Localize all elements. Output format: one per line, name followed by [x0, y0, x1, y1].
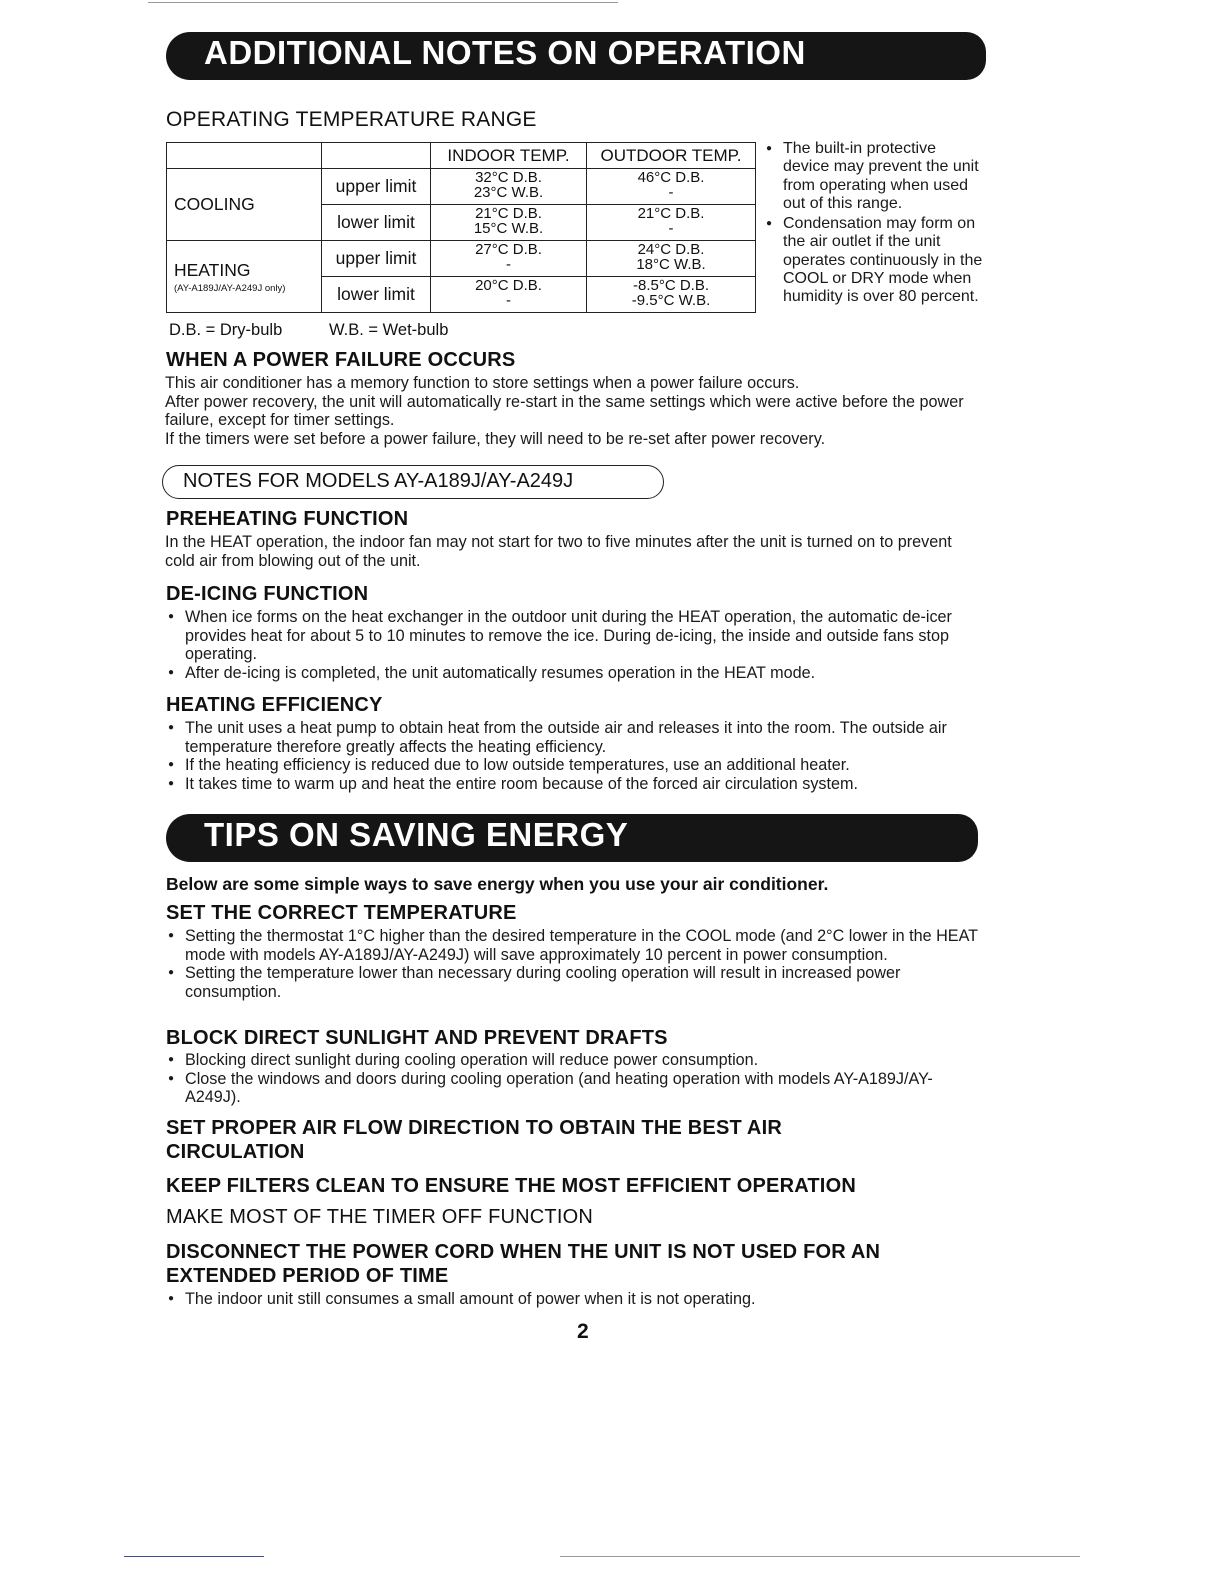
- heating-models-note: (AY-A189J/AY-A249J only): [174, 282, 286, 294]
- list-item: ● When ice forms on the heat exchanger in the outdoor unit during the HEAT operation, the automatic de-icer provides heat for about 5 to 10 minutes to remove the ice. During de-icing, the inside and outside fans stop operating.: [165, 608, 985, 664]
- sunlight-list: [165, 1051, 985, 1107]
- deicing-list: [165, 608, 985, 682]
- deicing-heading: DE-ICING FUNCTION: [166, 583, 369, 605]
- banner-title: TIPS ON SAVING ENERGY: [204, 816, 629, 853]
- models-note-text: NOTES FOR MODELS AY-A189J/AY-A249J: [183, 470, 574, 492]
- set-temp-heading: SET THE CORRECT TEMPERATURE: [166, 902, 517, 924]
- cooling-lower-indoor: 21°C D.B. 15°C W.B.: [431, 205, 587, 241]
- set-temp-list: [165, 927, 985, 1001]
- list-item: ● Close the windows and doors during cooling operation (and heating operation with models AY-A189J/AY-A249J).: [165, 1070, 985, 1107]
- efficiency-list: [165, 719, 985, 793]
- heating-label: HEATING: [174, 259, 251, 280]
- models-note-capsule: [162, 465, 664, 499]
- list-item: ● After de-icing is completed, the unit automatically resumes operation in the HEAT mode.: [165, 664, 985, 683]
- bottom-rule: [124, 1556, 264, 1557]
- heating-upper-label: upper limit: [322, 241, 431, 277]
- preheating-heading: PREHEATING FUNCTION: [166, 508, 409, 530]
- cooling-upper-outdoor: 46°C D.B. -: [587, 169, 756, 205]
- list-item: ● If the heating efficiency is reduced due to low outside temperatures, use an additional heater.: [165, 756, 985, 775]
- bottom-rule: [560, 1556, 1080, 1557]
- cooling-lower-label: lower limit: [322, 205, 431, 241]
- power-failure-text: This air conditioner has a memory function to store settings when a power failure occurs. After power recovery, the unit will automatically re-start in the same settings which were active before the power failure, except for timer settings. If the timers were set before a power failure, they will need to be re-set after power recovery.: [165, 374, 964, 448]
- list-item: ● Setting the thermostat 1°C higher than the desired temperature in the COOL mode (and 2°C lower in the HEAT mode with models AY-A189J/AY-A249J) will save approximately 10 percent in power consumption.: [165, 927, 985, 964]
- temperature-range-table: [166, 142, 756, 313]
- sunlight-heading: BLOCK DIRECT SUNLIGHT AND PREVENT DRAFTS: [166, 1027, 668, 1049]
- energy-intro: Below are some simple ways to save energy when you use your air conditioner.: [166, 874, 829, 894]
- power-failure-heading: WHEN A POWER FAILURE OCCURS: [166, 349, 516, 371]
- range-heading: OPERATING TEMPERATURE RANGE: [166, 108, 537, 131]
- top-rule: [148, 2, 618, 3]
- section-banner-additional-notes: [166, 32, 986, 80]
- heating-label-cell: [167, 241, 322, 313]
- header-outdoor: OUTDOOR TEMP.: [587, 143, 756, 169]
- header-indoor: INDOOR TEMP.: [431, 143, 587, 169]
- side-note: ● The built-in protective device may prevent the unit from operating when used out of this range.: [764, 140, 986, 213]
- list-item: ● The indoor unit still consumes a small amount of power when it is not operating.: [165, 1290, 985, 1309]
- legend-wet-bulb: W.B. = Wet-bulb: [329, 321, 449, 339]
- side-note: ● Condensation may form on the air outlet if the unit operates continuously in the COOL or DRY mode when humidity is over 80 percent.: [764, 215, 986, 306]
- banner-title: ADDITIONAL NOTES ON OPERATION: [204, 34, 806, 71]
- preheating-text: In the HEAT operation, the indoor fan may not start for two to five minutes after the unit is turned on to prevent cold air from blowing out of the unit.: [165, 533, 952, 570]
- list-item: ● Blocking direct sunlight during cooling operation will reduce power consumption.: [165, 1051, 985, 1070]
- cooling-upper-label: upper limit: [322, 169, 431, 205]
- cooling-upper-indoor: 32°C D.B. 23°C W.B.: [431, 169, 587, 205]
- cooling-lower-outdoor: 21°C D.B. -: [587, 205, 756, 241]
- heating-lower-label: lower limit: [322, 277, 431, 313]
- efficiency-heading: HEATING EFFICIENCY: [166, 694, 383, 716]
- disconnect-list: [165, 1290, 985, 1309]
- heating-lower-outdoor: -8.5°C D.B. -9.5°C W.B.: [587, 277, 756, 313]
- legend-dry-bulb: D.B. = Dry-bulb: [169, 321, 283, 339]
- range-side-notes: [764, 140, 986, 307]
- list-item: ● It takes time to warm up and heat the entire room because of the forced air circulation system.: [165, 775, 985, 794]
- heating-upper-outdoor: 24°C D.B. 18°C W.B.: [587, 241, 756, 277]
- heating-lower-indoor: 20°C D.B. -: [431, 277, 587, 313]
- filters-heading: KEEP FILTERS CLEAN TO ENSURE THE MOST EFFICIENT OPERATION: [166, 1175, 856, 1197]
- disconnect-heading: DISCONNECT THE POWER CORD WHEN THE UNIT IS NOT USED FOR AN EXTENDED PERIOD OF TIME: [166, 1241, 881, 1287]
- heating-upper-indoor: 27°C D.B. -: [431, 241, 587, 277]
- airflow-heading: SET PROPER AIR FLOW DIRECTION TO OBTAIN THE BEST AIR CIRCULATION: [166, 1117, 782, 1163]
- timer-heading: MAKE MOST OF THE TIMER OFF FUNCTION: [166, 1206, 594, 1228]
- page-number: 2: [577, 1320, 589, 1343]
- cooling-label: COOLING: [167, 169, 322, 241]
- section-banner-saving-energy: [166, 814, 978, 862]
- list-item: ● Setting the temperature lower than necessary during cooling operation will result in increased power consumption.: [165, 964, 985, 1001]
- list-item: ● The unit uses a heat pump to obtain heat from the outside air and releases it into the room. The outside air temperature therefore greatly affects the heating efficiency.: [165, 719, 985, 756]
